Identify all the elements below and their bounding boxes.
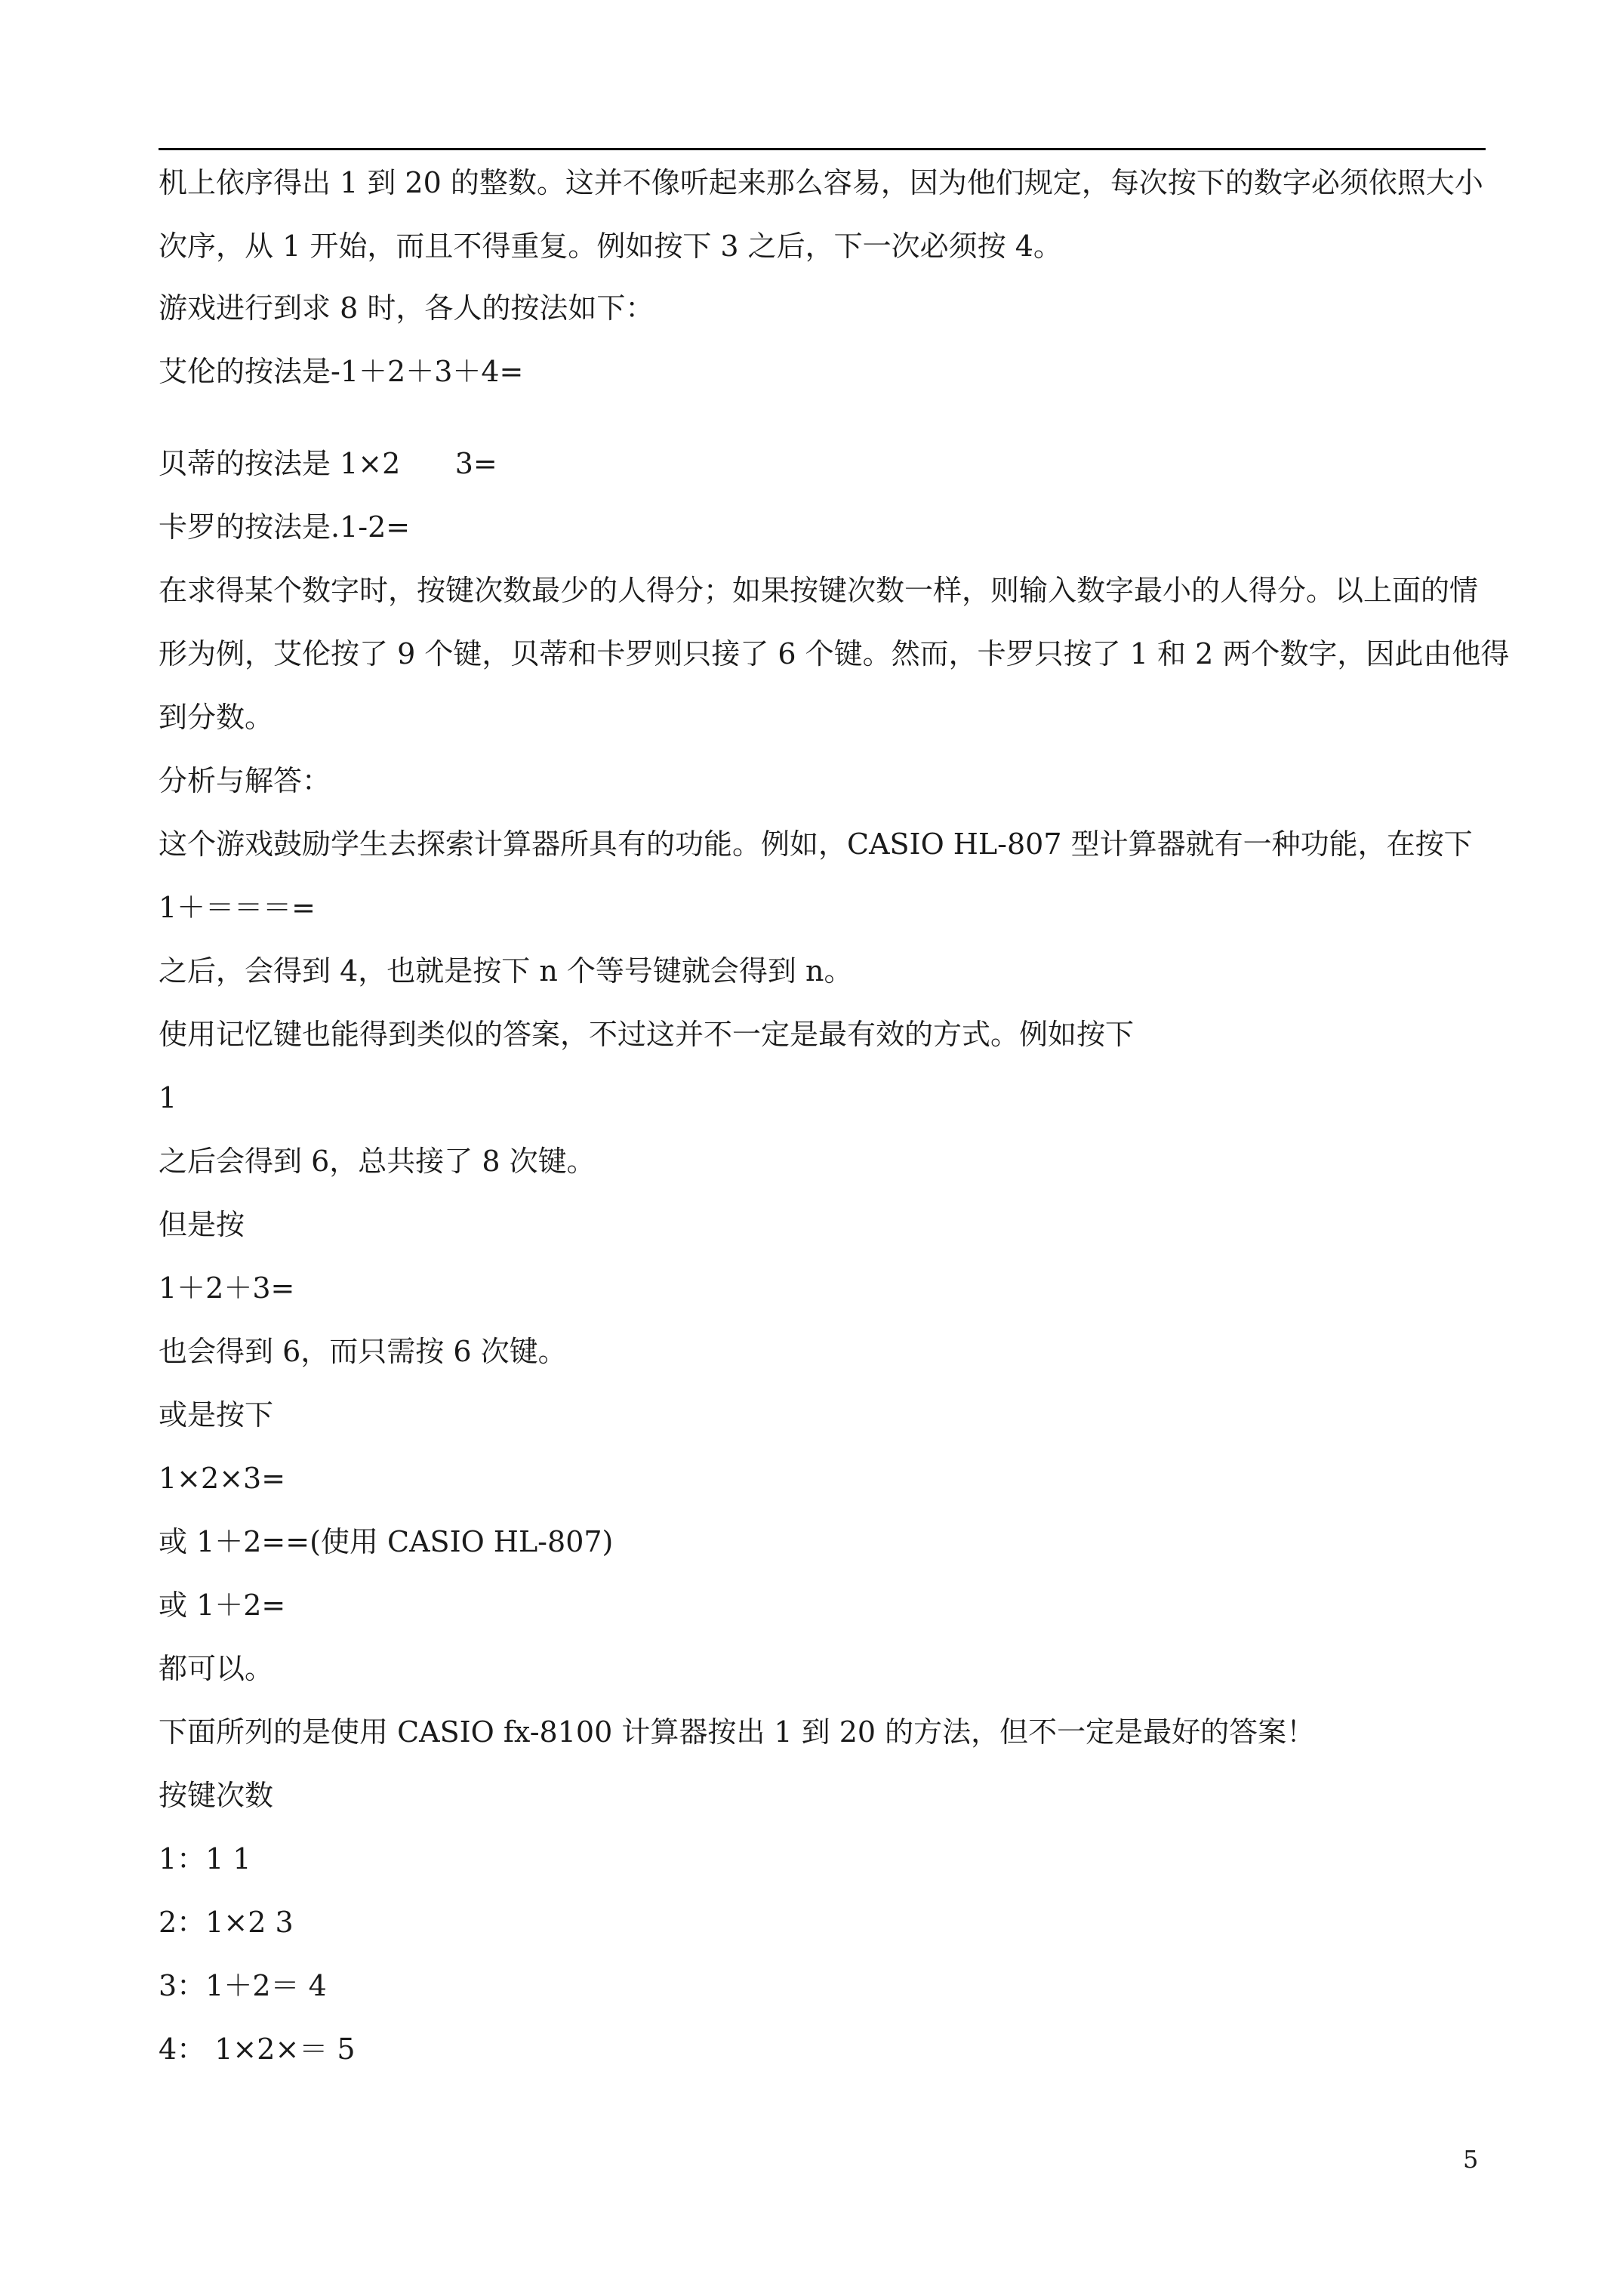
text-line: 艾伦的按法是-1＋2＋3＋4= bbox=[159, 355, 524, 388]
text-line: 1：1 1 bbox=[159, 1842, 251, 1875]
text-line: 2：1×2 3 bbox=[159, 1906, 294, 1939]
text-line: 机上依序得出 1 到 20 的整数。这并不像听起来那么容易，因为他们规定，每次按下的数字必须依照大小 bbox=[159, 166, 1483, 199]
text-line: 下面所列的是使用 CASIO fx-8100 计算器按出 1 到 20 的方法，但不一定是最好的答案！ bbox=[159, 1715, 1316, 1749]
text-line: 次序，从 1 开始，而且不得重复。例如按下 3 之后，下一次必须按 4。 bbox=[159, 230, 1062, 263]
text-line: 之后会得到 6，总共接了 8 次键。 bbox=[159, 1145, 596, 1178]
text-line: 4： 1×2×＝ 5 bbox=[159, 2032, 356, 2066]
text-line: 按键次数 bbox=[159, 1779, 274, 1812]
text-line: 卡罗的按法是.1-2= bbox=[159, 510, 411, 544]
text-line: 1＋2＋3= bbox=[159, 1271, 295, 1305]
text-line: 1＋＝＝＝= bbox=[159, 891, 316, 924]
text-line: 或 1＋2==(使用 CASIO HL-807) bbox=[159, 1525, 614, 1558]
text-line: 贝蒂的按法是 1×2 3= bbox=[159, 447, 497, 480]
text-line: 之后，会得到 4，也就是按下 n 个等号键就会得到 n。 bbox=[159, 954, 853, 988]
text-line: 1 bbox=[159, 1081, 177, 1114]
text-line: 这个游戏鼓励学生去探索计算器所具有的功能。例如，CASIO HL-807 型计算器就有一种功能，在按下 bbox=[159, 827, 1473, 861]
text-line: 形为例，艾伦按了 9 个键，贝蒂和卡罗则只接了 6 个键。然而，卡罗只按了 1 和 2 两个数字，因此由他得 bbox=[159, 637, 1510, 670]
text-line: 在求得某个数字时，按键次数最少的人得分；如果按键次数一样，则输入数字最小的人得分。以上面的情 bbox=[159, 574, 1479, 607]
page-number: 5 bbox=[1463, 2145, 1479, 2174]
text-line: 或是按下 bbox=[159, 1398, 274, 1432]
text-line: 到分数。 bbox=[159, 701, 274, 734]
text-line: 或 1＋2= bbox=[159, 1589, 286, 1622]
text-line: 但是按 bbox=[159, 1208, 245, 1241]
header-rule bbox=[159, 148, 1486, 150]
text-line: 都可以。 bbox=[159, 1652, 274, 1685]
text-line: 3：1＋2＝ 4 bbox=[159, 1969, 327, 2002]
section-heading: 分析与解答： bbox=[159, 764, 331, 797]
text-line: 1×2×3= bbox=[159, 1462, 286, 1495]
text-line: 使用记忆键也能得到类似的答案，不过这并不一定是最有效的方式。例如按下 bbox=[159, 1018, 1135, 1051]
text-line: 也会得到 6，而只需按 6 次键。 bbox=[159, 1335, 567, 1368]
text-line: 游戏进行到求 8 时，各人的按法如下： bbox=[159, 291, 654, 325]
